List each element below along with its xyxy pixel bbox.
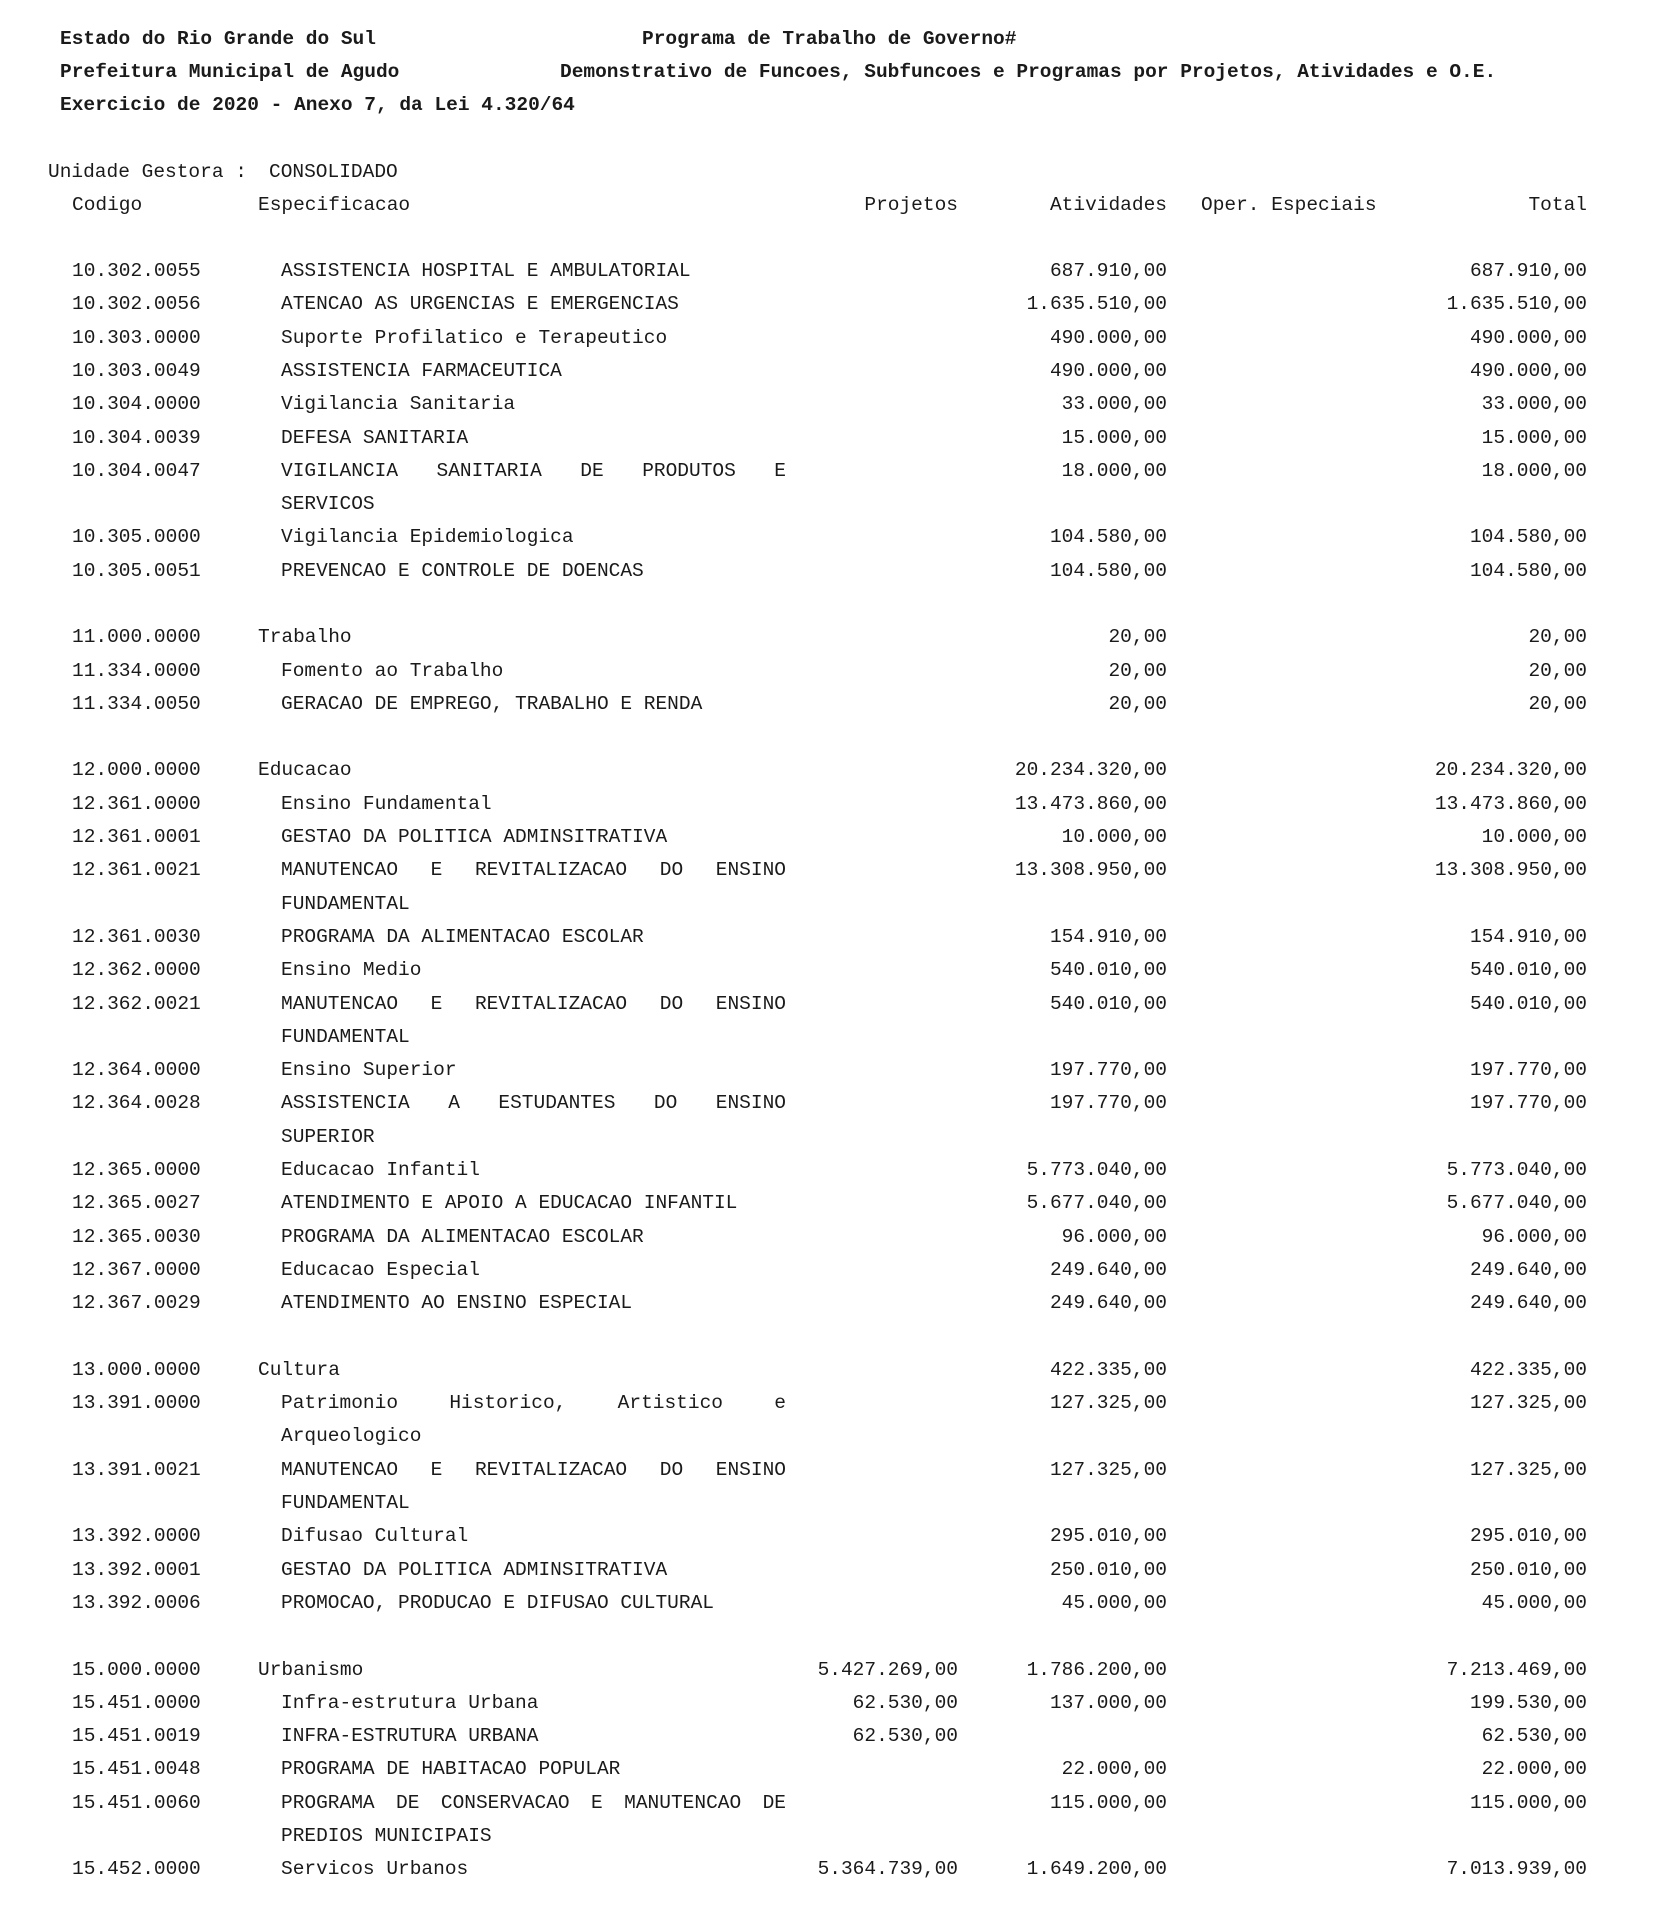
row-total: 7.213.469,00 [1446,1659,1587,1681]
table-row [0,1554,1653,1587]
fiscal-year: Exercicio de 2020 - Anexo 7, da Lei 4.320/64 [60,94,575,116]
row-total: 45.000,00 [1481,1592,1587,1614]
table-row [0,1654,1653,1687]
row-code: 12.367.0000 [72,1259,201,1281]
row-description: ATENCAO AS URGENCIAS E EMERGENCIAS [281,293,679,315]
table-row [0,1187,1653,1220]
row-atividades: 5.677.040,00 [1026,1192,1167,1214]
table-row-continuation [0,1121,1653,1154]
report-title: Programa de Trabalho de Governo# [642,28,1017,50]
row-projetos: 62.530,00 [852,1692,958,1714]
table-row [0,1287,1653,1320]
row-total: 250.010,00 [1469,1559,1587,1581]
row-code: 10.303.0000 [72,327,201,349]
row-atividades: 20,00 [1108,693,1167,715]
table-row [0,954,1653,987]
row-description: MANUTENCAO E REVITALIZACAO DO ENSINO [281,859,786,881]
table-row [0,1520,1653,1553]
row-atividades: 10.000,00 [1061,826,1167,848]
row-code: 15.451.0000 [72,1692,201,1714]
municipality-name: Prefeitura Municipal de Agudo [60,61,400,83]
row-description: Vigilancia Sanitaria [281,393,516,415]
table-row [0,521,1653,554]
row-code: 13.392.0000 [72,1525,201,1547]
row-atividades: 15.000,00 [1061,427,1167,449]
row-code: 15.451.0019 [72,1725,201,1747]
table-row [0,1454,1653,1487]
row-code: 12.361.0000 [72,793,201,815]
row-code: 15.451.0048 [72,1758,201,1780]
col-total: Total [1528,194,1587,216]
table-row [0,1154,1653,1187]
table-row [0,1587,1653,1620]
row-total: 249.640,00 [1469,1259,1587,1281]
row-total: 33.000,00 [1481,393,1587,415]
row-total: 13.308.950,00 [1434,859,1587,881]
row-description: Educacao Especial [281,1259,480,1281]
row-total: 490.000,00 [1469,327,1587,349]
table-row [0,854,1653,887]
row-atividades: 22.000,00 [1061,1758,1167,1780]
row-total: 422.335,00 [1469,1359,1587,1381]
row-description-continued: PREDIOS MUNICIPAIS [281,1825,492,1847]
row-description-continued: SUPERIOR [281,1126,375,1148]
row-code: 11.000.0000 [72,626,201,648]
row-code: 12.364.0000 [72,1059,201,1081]
row-code: 13.000.0000 [72,1359,201,1381]
row-atividades: 13.308.950,00 [1014,859,1167,881]
row-description: Difusao Cultural [281,1525,469,1547]
row-atividades: 5.773.040,00 [1026,1159,1167,1181]
table-row [0,1354,1653,1387]
row-description: GESTAO DA POLITICA ADMINSITRATIVA [281,826,668,848]
row-code: 15.451.0060 [72,1792,201,1814]
table-row [0,355,1653,388]
table-row [0,754,1653,787]
row-code: 10.303.0049 [72,360,201,382]
table-row [0,1853,1653,1886]
table-row [0,688,1653,721]
report-subtitle: Demonstrativo de Funcoes, Subfuncoes e Programas por Projetos, Atividades e O.E. [560,61,1497,83]
row-total: 20,00 [1528,693,1587,715]
table-row [0,1387,1653,1420]
col-projetos: Projetos [864,194,958,216]
col-oper-especiais: Oper. Especiais [1201,194,1377,216]
table-row-continuation [0,888,1653,921]
row-description: Ensino Superior [281,1059,457,1081]
row-description: Educacao Infantil [281,1159,480,1181]
row-total: 20.234.320,00 [1434,759,1587,781]
state-name: Estado do Rio Grande do Sul [60,28,376,50]
row-description: VIGILANCIA SANITARIA DE PRODUTOS E [281,460,786,482]
col-codigo: Codigo [72,194,143,216]
row-description: Ensino Medio [281,959,422,981]
row-projetos: 5.364.739,00 [817,1858,958,1880]
row-total: 197.770,00 [1469,1059,1587,1081]
row-total: 295.010,00 [1469,1525,1587,1547]
row-total: 540.010,00 [1469,959,1587,981]
table-row-continuation [0,488,1653,521]
row-atividades: 154.910,00 [1049,926,1167,948]
table-row [0,1254,1653,1287]
row-total: 540.010,00 [1469,993,1587,1015]
row-code: 12.362.0000 [72,959,201,981]
row-atividades: 18.000,00 [1061,460,1167,482]
row-code: 12.367.0029 [72,1292,201,1314]
row-description: ASSISTENCIA A ESTUDANTES DO ENSINO [281,1092,786,1114]
unidade-value: CONSOLIDADO [269,161,398,183]
row-description: Vigilancia Epidemiologica [281,526,574,548]
table-row [0,1787,1653,1820]
row-atividades: 137.000,00 [1049,1692,1167,1714]
row-description: PROGRAMA DA ALIMENTACAO ESCOLAR [281,926,644,948]
table-row [0,322,1653,355]
row-atividades: 249.640,00 [1049,1292,1167,1314]
row-description: Educacao [258,759,352,781]
row-total: 22.000,00 [1481,1758,1587,1780]
row-description-continued: SERVICOS [281,493,375,515]
row-projetos: 62.530,00 [852,1725,958,1747]
row-description-continued: FUNDAMENTAL [281,1026,410,1048]
table-row [0,255,1653,288]
row-atividades: 490.000,00 [1049,360,1167,382]
table-row [0,1753,1653,1786]
row-description: Cultura [258,1359,340,1381]
row-atividades: 13.473.860,00 [1014,793,1167,815]
row-description: MANUTENCAO E REVITALIZACAO DO ENSINO [281,1459,786,1481]
row-description: Trabalho [258,626,352,648]
table-row [0,655,1653,688]
row-code: 13.391.0021 [72,1459,201,1481]
header-line-2 [0,56,1653,89]
col-especificacao: Especificacao [258,194,411,216]
row-description-continued: FUNDAMENTAL [281,893,410,915]
row-code: 12.365.0030 [72,1226,201,1248]
row-total: 96.000,00 [1481,1226,1587,1248]
row-code: 12.365.0000 [72,1159,201,1181]
row-atividades: 490.000,00 [1049,327,1167,349]
row-total: 104.580,00 [1469,526,1587,548]
row-description: ATENDIMENTO E APOIO A EDUCACAO INFANTIL [281,1192,738,1214]
row-atividades: 249.640,00 [1049,1259,1167,1281]
row-description: PROGRAMA DE CONSERVACAO E MANUTENCAO DE [281,1792,786,1814]
table-row [0,1087,1653,1120]
row-total: 1.635.510,00 [1446,293,1587,315]
row-description: ATENDIMENTO AO ENSINO ESPECIAL [281,1292,633,1314]
table-row [0,555,1653,588]
row-atividades: 127.325,00 [1049,1459,1167,1481]
row-code: 15.000.0000 [72,1659,201,1681]
row-atividades: 197.770,00 [1049,1092,1167,1114]
row-description: Servicos Urbanos [281,1858,469,1880]
row-description: Patrimonio Historico, Artistico e [281,1392,786,1414]
row-total: 20,00 [1528,626,1587,648]
row-description: Ensino Fundamental [281,793,492,815]
table-row [0,1054,1653,1087]
row-total: 62.530,00 [1481,1725,1587,1747]
row-description: GESTAO DA POLITICA ADMINSITRATIVA [281,1559,668,1581]
row-atividades: 115.000,00 [1049,1792,1167,1814]
row-atividades: 1.649.200,00 [1026,1858,1167,1880]
row-total: 490.000,00 [1469,360,1587,382]
row-code: 12.361.0030 [72,926,201,948]
column-headers [0,189,1653,222]
row-description: PREVENCAO E CONTROLE DE DOENCAS [281,560,644,582]
row-code: 11.334.0050 [72,693,201,715]
row-atividades: 1.786.200,00 [1026,1659,1167,1681]
row-code: 10.305.0051 [72,560,201,582]
row-code: 13.392.0006 [72,1592,201,1614]
table-row [0,621,1653,654]
row-description: Fomento ao Trabalho [281,660,504,682]
row-total: 154.910,00 [1469,926,1587,948]
table-row [0,988,1653,1021]
row-total: 18.000,00 [1481,460,1587,482]
row-code: 10.302.0056 [72,293,201,315]
row-description: PROMOCAO, PRODUCAO E DIFUSAO CULTURAL [281,1592,714,1614]
row-total: 15.000,00 [1481,427,1587,449]
row-code: 11.334.0000 [72,660,201,682]
table-row [0,1687,1653,1720]
row-total: 115.000,00 [1469,1792,1587,1814]
row-total: 249.640,00 [1469,1292,1587,1314]
table-row-continuation [0,1487,1653,1520]
row-description-continued: FUNDAMENTAL [281,1492,410,1514]
row-atividades: 250.010,00 [1049,1559,1167,1581]
row-description: Suporte Profilatico e Terapeutico [281,327,668,349]
row-atividades: 45.000,00 [1061,1592,1167,1614]
row-atividades: 20.234.320,00 [1014,759,1167,781]
row-description: INFRA-ESTRUTURA URBANA [281,1725,539,1747]
row-description: ASSISTENCIA HOSPITAL E AMBULATORIAL [281,260,691,282]
row-total: 20,00 [1528,660,1587,682]
unidade-gestora [0,156,1653,189]
row-code: 10.304.0047 [72,460,201,482]
row-total: 5.677.040,00 [1446,1192,1587,1214]
row-atividades: 104.580,00 [1049,526,1167,548]
table-row [0,1221,1653,1254]
row-total: 7.013.939,00 [1446,1858,1587,1880]
row-atividades: 422.335,00 [1049,1359,1167,1381]
row-description: PROGRAMA DE HABITACAO POPULAR [281,1758,621,1780]
row-description: Urbanismo [258,1659,364,1681]
row-atividades: 20,00 [1108,626,1167,648]
unidade-label: Unidade Gestora : [48,161,247,183]
col-atividades: Atividades [1049,194,1167,216]
row-description: MANUTENCAO E REVITALIZACAO DO ENSINO [281,993,786,1015]
row-code: 12.364.0028 [72,1092,201,1114]
row-total: 104.580,00 [1469,560,1587,582]
table-row-continuation [0,1820,1653,1853]
table-row-continuation [0,1420,1653,1453]
row-code: 12.362.0021 [72,993,201,1015]
row-total: 199.530,00 [1469,1692,1587,1714]
row-code: 15.452.0000 [72,1858,201,1880]
row-atividades: 20,00 [1108,660,1167,682]
row-description-continued: Arqueologico [281,1425,422,1447]
row-description: Infra-estrutura Urbana [281,1692,539,1714]
table-row [0,788,1653,821]
row-atividades: 1.635.510,00 [1026,293,1167,315]
row-atividades: 96.000,00 [1061,1226,1167,1248]
row-atividades: 104.580,00 [1049,560,1167,582]
row-code: 10.304.0000 [72,393,201,415]
row-total: 687.910,00 [1469,260,1587,282]
table-row-continuation [0,1021,1653,1054]
row-total: 197.770,00 [1469,1092,1587,1114]
row-atividades: 127.325,00 [1049,1392,1167,1414]
row-code: 12.365.0027 [72,1192,201,1214]
row-code: 12.000.0000 [72,759,201,781]
row-atividades: 33.000,00 [1061,393,1167,415]
row-projetos: 5.427.269,00 [817,1659,958,1681]
row-code: 12.361.0021 [72,859,201,881]
row-description: DEFESA SANITARIA [281,427,469,449]
row-total: 10.000,00 [1481,826,1587,848]
row-code: 12.361.0001 [72,826,201,848]
row-atividades: 687.910,00 [1049,260,1167,282]
row-atividades: 295.010,00 [1049,1525,1167,1547]
row-atividades: 540.010,00 [1049,959,1167,981]
table-row [0,288,1653,321]
row-total: 5.773.040,00 [1446,1159,1587,1181]
table-row [0,821,1653,854]
table-row [0,455,1653,488]
table-row [0,388,1653,421]
row-atividades: 540.010,00 [1049,993,1167,1015]
table-row [0,921,1653,954]
row-total: 13.473.860,00 [1434,793,1587,815]
table-row [0,422,1653,455]
row-code: 10.305.0000 [72,526,201,548]
header-line-3 [0,89,1653,122]
row-description: GERACAO DE EMPREGO, TRABALHO E RENDA [281,693,703,715]
row-code: 13.391.0000 [72,1392,201,1414]
row-code: 10.304.0039 [72,427,201,449]
row-atividades: 197.770,00 [1049,1059,1167,1081]
row-total: 127.325,00 [1469,1392,1587,1414]
row-code: 10.302.0055 [72,260,201,282]
row-description: PROGRAMA DA ALIMENTACAO ESCOLAR [281,1226,644,1248]
header-line-1 [0,23,1653,56]
row-description: ASSISTENCIA FARMACEUTICA [281,360,562,382]
row-code: 13.392.0001 [72,1559,201,1581]
table-row [0,1720,1653,1753]
row-total: 127.325,00 [1469,1459,1587,1481]
